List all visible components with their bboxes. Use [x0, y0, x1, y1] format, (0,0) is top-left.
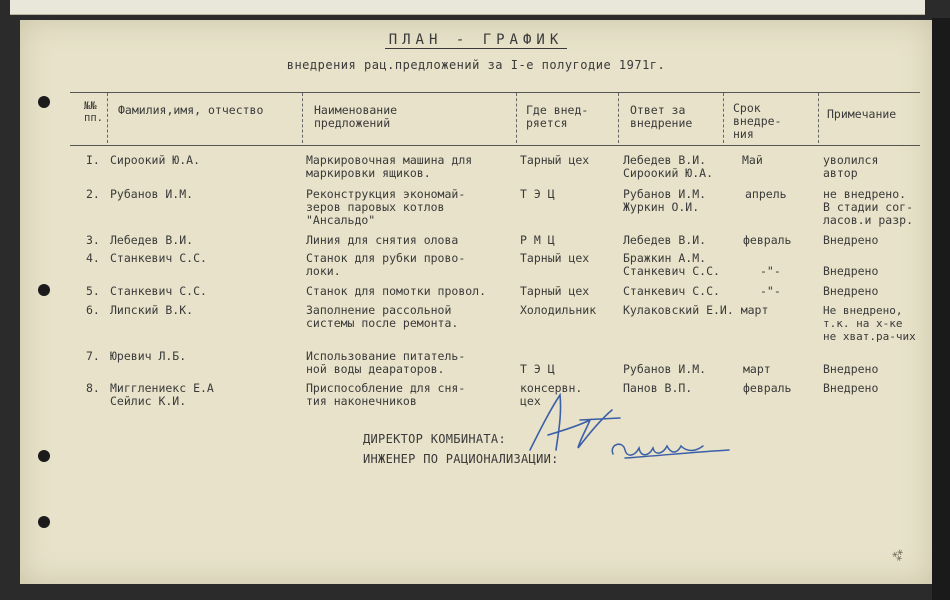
column-divider: [302, 93, 303, 143]
row-2-note: не внедрено. В стадии сог- ласов.и разр.: [823, 187, 914, 227]
row-3-note: Внедрено: [823, 233, 879, 247]
table-header-rule: [70, 145, 920, 146]
row-5-proposal: Станок для помотки провол.: [306, 284, 487, 298]
engineer-handwritten-signature: [605, 432, 735, 468]
row-1-num: I.: [86, 153, 100, 167]
row-8-note: Внедрено: [823, 381, 879, 395]
row-4-responsible: Бражкин А.М. Станкевич С.С.: [623, 251, 720, 278]
row-1-responsible: Лебедев В.И. Сироокий Ю.А.: [623, 153, 714, 180]
row-1-name: Сироокий Ю.А.: [110, 153, 201, 167]
column-divider: [723, 93, 724, 143]
previous-page-edge: [10, 0, 925, 15]
engineer-signature-label: ИНЖЕНЕР ПО РАЦИОНАЛИЗАЦИИ:: [363, 452, 559, 466]
punch-hole: [38, 516, 50, 528]
row-4-name: Станкевич С.С.: [110, 251, 207, 265]
row-2-term: апрель: [745, 187, 787, 201]
row-5-responsible: Станкевич С.С.: [623, 284, 720, 298]
row-3-responsible: Лебедев В.И.: [623, 233, 707, 247]
row-8-responsible: Панов В.П.: [623, 381, 693, 395]
row-8-proposal: Приспособление для сня- тия наконечников: [306, 381, 466, 408]
row-3-term: февраль: [743, 233, 792, 247]
row-2-num: 2.: [86, 187, 100, 201]
column-divider: [516, 93, 517, 143]
row-2-where: Т Э Ц: [520, 187, 555, 201]
row-3-name: Лебедев В.И.: [110, 233, 194, 247]
row-5-where: Тарный цех: [520, 284, 590, 298]
column-divider: [618, 93, 619, 143]
row-5-name: Станкевич С.С.: [110, 284, 207, 298]
row-4-num: 4.: [86, 251, 100, 265]
punch-hole: [38, 284, 50, 296]
row-6-where: Холодильник: [520, 303, 597, 317]
row-7-note: Внедрено: [823, 362, 879, 376]
row-3-num: 3.: [86, 233, 100, 247]
header-where: Где внед- ряется: [526, 103, 589, 130]
row-1-note: уволился автор: [823, 153, 879, 180]
header-responsible: Ответ за внедрение: [630, 103, 693, 130]
row-6-name: Липский В.К.: [110, 303, 194, 317]
row-5-term: -"-: [760, 284, 781, 298]
row-1-proposal: Маркировочная машина для маркировки ящиков.: [306, 153, 473, 180]
row-6-num: 6.: [86, 303, 100, 317]
header-term: Срок внедре- ния: [733, 101, 782, 141]
row-4-where: Тарный цех: [520, 251, 590, 265]
row-7-where: Т Э Ц: [520, 362, 555, 376]
header-note: Примечание: [827, 107, 897, 121]
header-name: Фамилия,имя, отчество: [118, 103, 264, 117]
row-1-term: Май: [742, 153, 763, 167]
header-num: №№ пп.: [84, 100, 103, 124]
binder-edge: [932, 18, 950, 600]
punch-hole: [38, 96, 50, 108]
row-5-num: 5.: [86, 284, 100, 298]
row-2-name: Рубанов И.М.: [110, 187, 194, 201]
column-divider: [107, 93, 108, 143]
row-1-where: Тарный цех: [520, 153, 590, 167]
row-4-term: -"-: [760, 264, 781, 278]
row-2-responsible: Рубанов И.М. Журкин О.И.: [623, 187, 707, 214]
header-proposal: Наименование предложений: [314, 103, 398, 130]
row-2-proposal: Реконструкция экономай- зеров паровых котлов "Ансальдо": [306, 187, 466, 227]
row-8-where: консервн. цех: [520, 381, 583, 408]
row-6-note: Не внедрено, т.к. на х-ке не хват.ра-чих: [823, 304, 916, 343]
archive-page-mark: ⁂: [890, 547, 906, 563]
row-8-name: Мигглениекс Е.А Сейлис К.И.: [110, 381, 214, 408]
document-subtitle: внедрения рац.предложений за I-е полугодие 1971г.: [286, 58, 666, 72]
row-8-num: 8.: [86, 381, 100, 395]
row-3-proposal: Линия для снятия олова: [306, 233, 459, 247]
director-signature-label: ДИРЕКТОР КОМБИНАТА:: [363, 432, 506, 446]
document-sheet: [20, 20, 932, 584]
column-divider: [818, 93, 819, 143]
row-7-proposal: Использование питатель- ной воды деараторов.: [306, 349, 466, 376]
row-4-note: Внедрено: [823, 264, 879, 278]
row-7-num: 7.: [86, 349, 100, 363]
row-6-proposal: Заполнение рассольной системы после ремонта.: [306, 303, 459, 330]
row-6-responsible: Кулаковский Е.И. март: [623, 303, 769, 317]
row-8-term: февраль: [743, 381, 792, 395]
row-4-proposal: Станок для рубки прово- локи.: [306, 251, 466, 278]
row-7-term: март: [743, 362, 771, 376]
row-3-where: Р М Ц: [520, 233, 555, 247]
row-5-note: Внедрено: [823, 284, 879, 298]
document-title: ПЛАН - ГРАФИК: [20, 32, 932, 48]
punch-hole: [38, 450, 50, 462]
row-7-responsible: Рубанов И.М.: [623, 362, 707, 376]
table-top-rule: [70, 92, 920, 93]
row-7-name: Юревич Л.Б.: [110, 349, 187, 363]
